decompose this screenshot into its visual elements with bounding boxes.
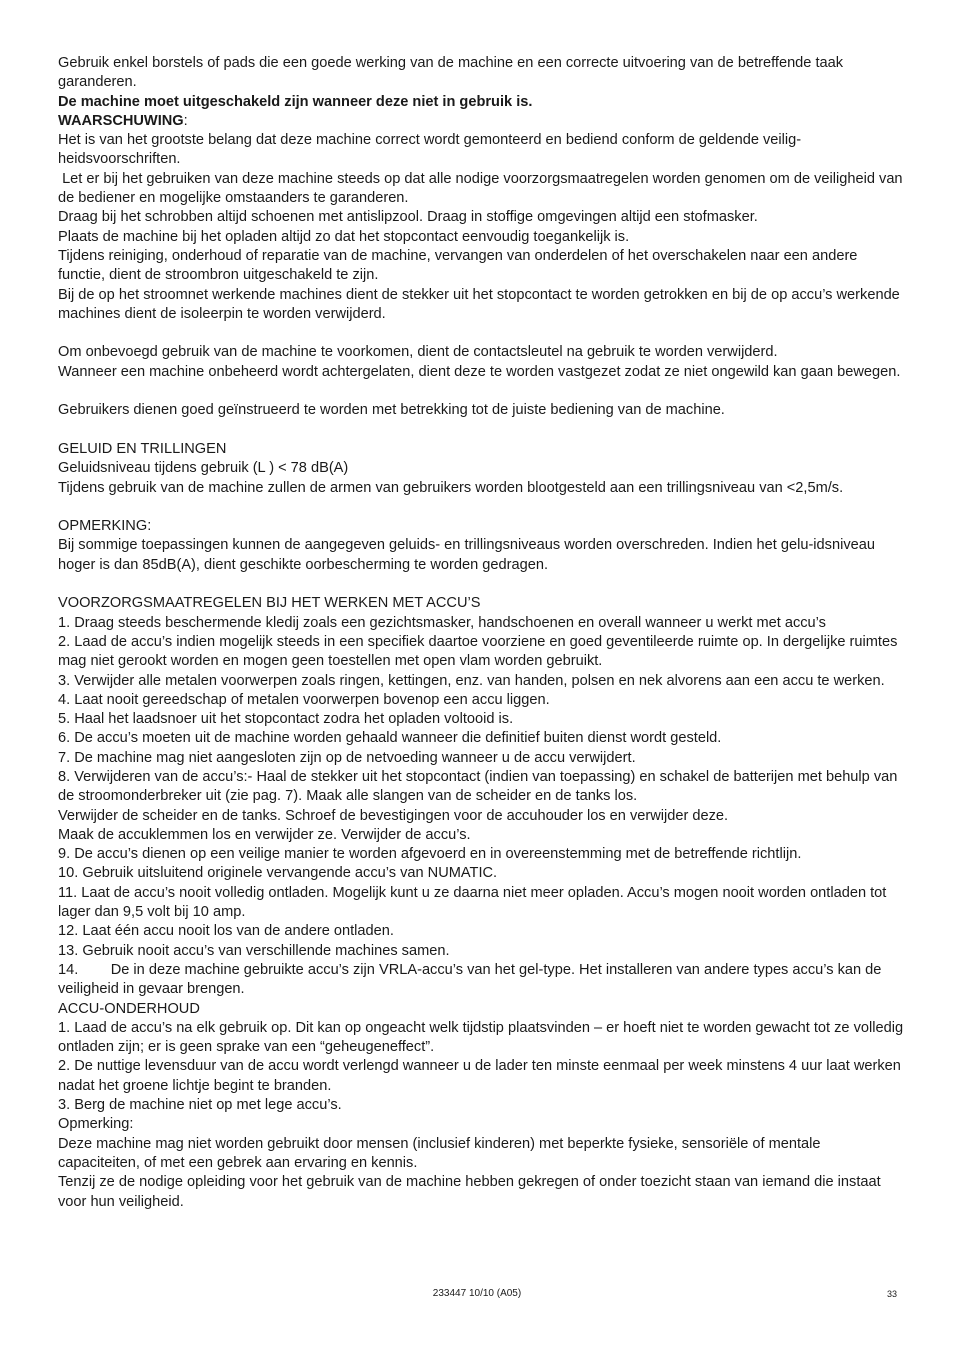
- noise-note-heading: OPMERKING:: [58, 518, 152, 535]
- battery-item: 10. Gebruik uitsluitend originele vervangende accu’s van NUMATIC.: [58, 865, 498, 882]
- maintenance-note-2: Tenzij ze de nodige opleiding voor het gebruik van de machine hebben gekregen of onder toezicht staan van iemand die instaat voor hun veiligheid.: [58, 1174, 885, 1210]
- unauthorized-use-line-2: Wanneer een machine onbeheerd wordt achtergelaten, dient deze te worden vastgezet zodat ze niet ongewild kan gaan bewegen.: [58, 363, 901, 380]
- battery-item: 8. Verwijderen van de accu’s:- Haal de stekker uit het stopcontact (indien van toepassing) en schakel de batterijen met behulp van de stroomonderbreker uit (zie pag. 7). Maak alle slangen van de scheider en de tanks los.: [58, 768, 902, 805]
- battery-item: 3. Verwijder alle metalen voorwerpen zoals ringen, kettingen, enz. van handen, polsen en nek alvorens aan een accu te werken.: [58, 672, 885, 689]
- battery-item: 12. Laat één accu nooit los van de andere ontladen.: [58, 923, 394, 940]
- noise-note-text: Bij sommige toepassingen kunnen de aangegeven geluids- en trillingsniveaus worden overschreden. Indien het gelu-idsniveau hoger is dan 85dB(A), dient geschikte oorbescherming te worden gedragen.: [58, 537, 880, 573]
- instruction-line: Gebruikers dienen goed geïnstrueerd te worden met betrekking tot de juiste bediening van de machine.: [58, 402, 725, 419]
- battery-item: 7. De machine mag niet aangesloten zijn op de netvoeding wanneer u de accu verwijdert.: [58, 749, 636, 766]
- document-body: [58, 54, 908, 1212]
- vibration-level: Tijdens gebruik van de machine zullen de armen van gebruikers worden blootgesteld aan een trillingsniveau van <2,5m/s.: [58, 479, 844, 496]
- warning-label: WAARSCHUWING: [58, 112, 184, 129]
- warning-line-3: Draag bij het schrobben altijd schoenen met antislipzool. Draag in stoffige omgevingen altijd een stofmasker.: [58, 209, 758, 226]
- warning-colon: :: [183, 112, 188, 129]
- maintenance-note-heading: Opmerking:: [58, 1116, 134, 1133]
- battery-heading: VOORZORGSMAATREGELEN BIJ HET WERKEN MET ACCU’S: [58, 595, 481, 612]
- warning-line-2: Let er bij het gebruiken van deze machine steeds op dat alle nodige voorzorgsmaatregelen worden genomen om de veiligheid van de bediener en mogelijke omstaanders te garanderen.: [58, 170, 907, 207]
- battery-item: 6. De accu’s moeten uit de machine worden gehaald wanneer die definitief buiten dienst wordt gesteld.: [58, 730, 722, 747]
- battery-item: 13. Gebruik nooit accu’s van verschillende machines samen.: [58, 942, 450, 959]
- paragraph-switch-off: De machine moet uitgeschakeld zijn wanneer deze niet in gebruik is.: [58, 93, 533, 110]
- battery-item: 4. Laat nooit gereedschap of metalen voorwerpen bovenop een accu liggen.: [58, 691, 550, 708]
- maintenance-note-1: Deze machine mag niet worden gebruikt door mensen (inclusief kinderen) met beperkte fysieke, sensoriële of mentale capaciteiten, of met een gebrek aan ervaring en kennis.: [58, 1135, 825, 1171]
- warning-line-1: Het is van het grootste belang dat deze machine correct wordt gemonteerd en bediend conform de geldende veilig-heidsvoorschriften.: [58, 132, 802, 168]
- battery-item: 14. De in deze machine gebruikte accu’s zijn VRLA-accu’s van het gel-type. Het installeren van andere types accu’s kan de veiligheid in gevaar brengen.: [58, 961, 886, 998]
- warning-line-6: Bij de op het stroomnet werkende machines dient de stekker uit het stopcontact te worden getrokken en bij de op accu’s werkende machines dient de isoleerpin te worden verwijderd.: [58, 286, 904, 322]
- battery-item: 5. Haal het laadsnoer uit het stopcontact zodra het opladen voltooid is.: [58, 711, 514, 728]
- page-number: 33: [886, 1289, 897, 1299]
- maintenance-item: 1. Laad de accu’s na elk gebruik op. Dit kan op ongeacht welk tijdstip plaatsvinden – er hoeft niet te worden gewacht tot ze volledig ontladen zijn; er is geen sprake van een “geheugeneffect”.: [58, 1019, 908, 1056]
- warning-line-5: Tijdens reiniging, onderhoud of reparatie van de machine, vervangen van onderdelen of het overschakelen naar een andere functie, dient de stroombron uitgeschakeld te zijn.: [58, 247, 862, 284]
- battery-item: 2. Laad de accu’s indien mogelijk steeds in een specifiek daartoe voorziene en goed geventileerde ruimte op. In dergelijke ruimtes mag niet gerookt worden en mogen geen toestellen met open vlam worden gebruikt.: [58, 633, 902, 670]
- warning-line-4: Plaats de machine bij het opladen altijd zo dat het stopcontact eenvoudig toegankelijk is.: [58, 228, 630, 245]
- battery-item: 1. Draag steeds beschermende kledij zoals een gezichtsmasker, handschoenen en overall wanneer u werkt met accu’s: [58, 614, 826, 631]
- noise-level: Geluidsniveau tijdens gebruik (L ) < 78 dB(A): [58, 460, 349, 477]
- battery-item: 11. Laat de accu’s nooit volledig ontladen. Mogelijk kunt u ze daarna niet meer opladen. Accu’s mogen nooit worden ontladen tot lager dan 9,5 volt bij 10 amp.: [58, 884, 891, 921]
- paragraph-brushes: Gebruik enkel borstels of pads die een goede werking van de machine en een correcte uitvoering van de betreffende taak garanderen.: [58, 55, 848, 91]
- unauthorized-use-line-1: Om onbevoegd gebruik van de machine te voorkomen, dient de contactsleutel na gebruik te worden verwijderd.: [58, 344, 778, 361]
- noise-heading: GELUID EN TRILLINGEN: [58, 440, 227, 457]
- battery-item: 9. De accu’s dienen op een veilige manier te worden afgevoerd en in overeenstemming met de betreffende richtlijn.: [58, 846, 802, 863]
- battery-item: Maak de accuklemmen los en verwijder ze. Verwijder de accu’s.: [58, 826, 471, 843]
- document-code: 233447 10/10 (A05): [432, 1288, 522, 1299]
- maintenance-item: 3. Berg de machine niet op met lege accu’s.: [58, 1097, 342, 1114]
- warning-heading: [58, 112, 904, 131]
- maintenance-item: 2. De nuttige levensduur van de accu wordt verlengd wanneer u de lader ten minste eenmaal per week minstens 4 uur laat werken nadat het groene lichtje begint te branden.: [58, 1058, 905, 1094]
- battery-item: Verwijder de scheider en de tanks. Schroef de bevestigingen voor de accuhouder los en verwijder deze.: [58, 807, 729, 824]
- maintenance-heading: ACCU-ONDERHOUD: [58, 1000, 200, 1017]
